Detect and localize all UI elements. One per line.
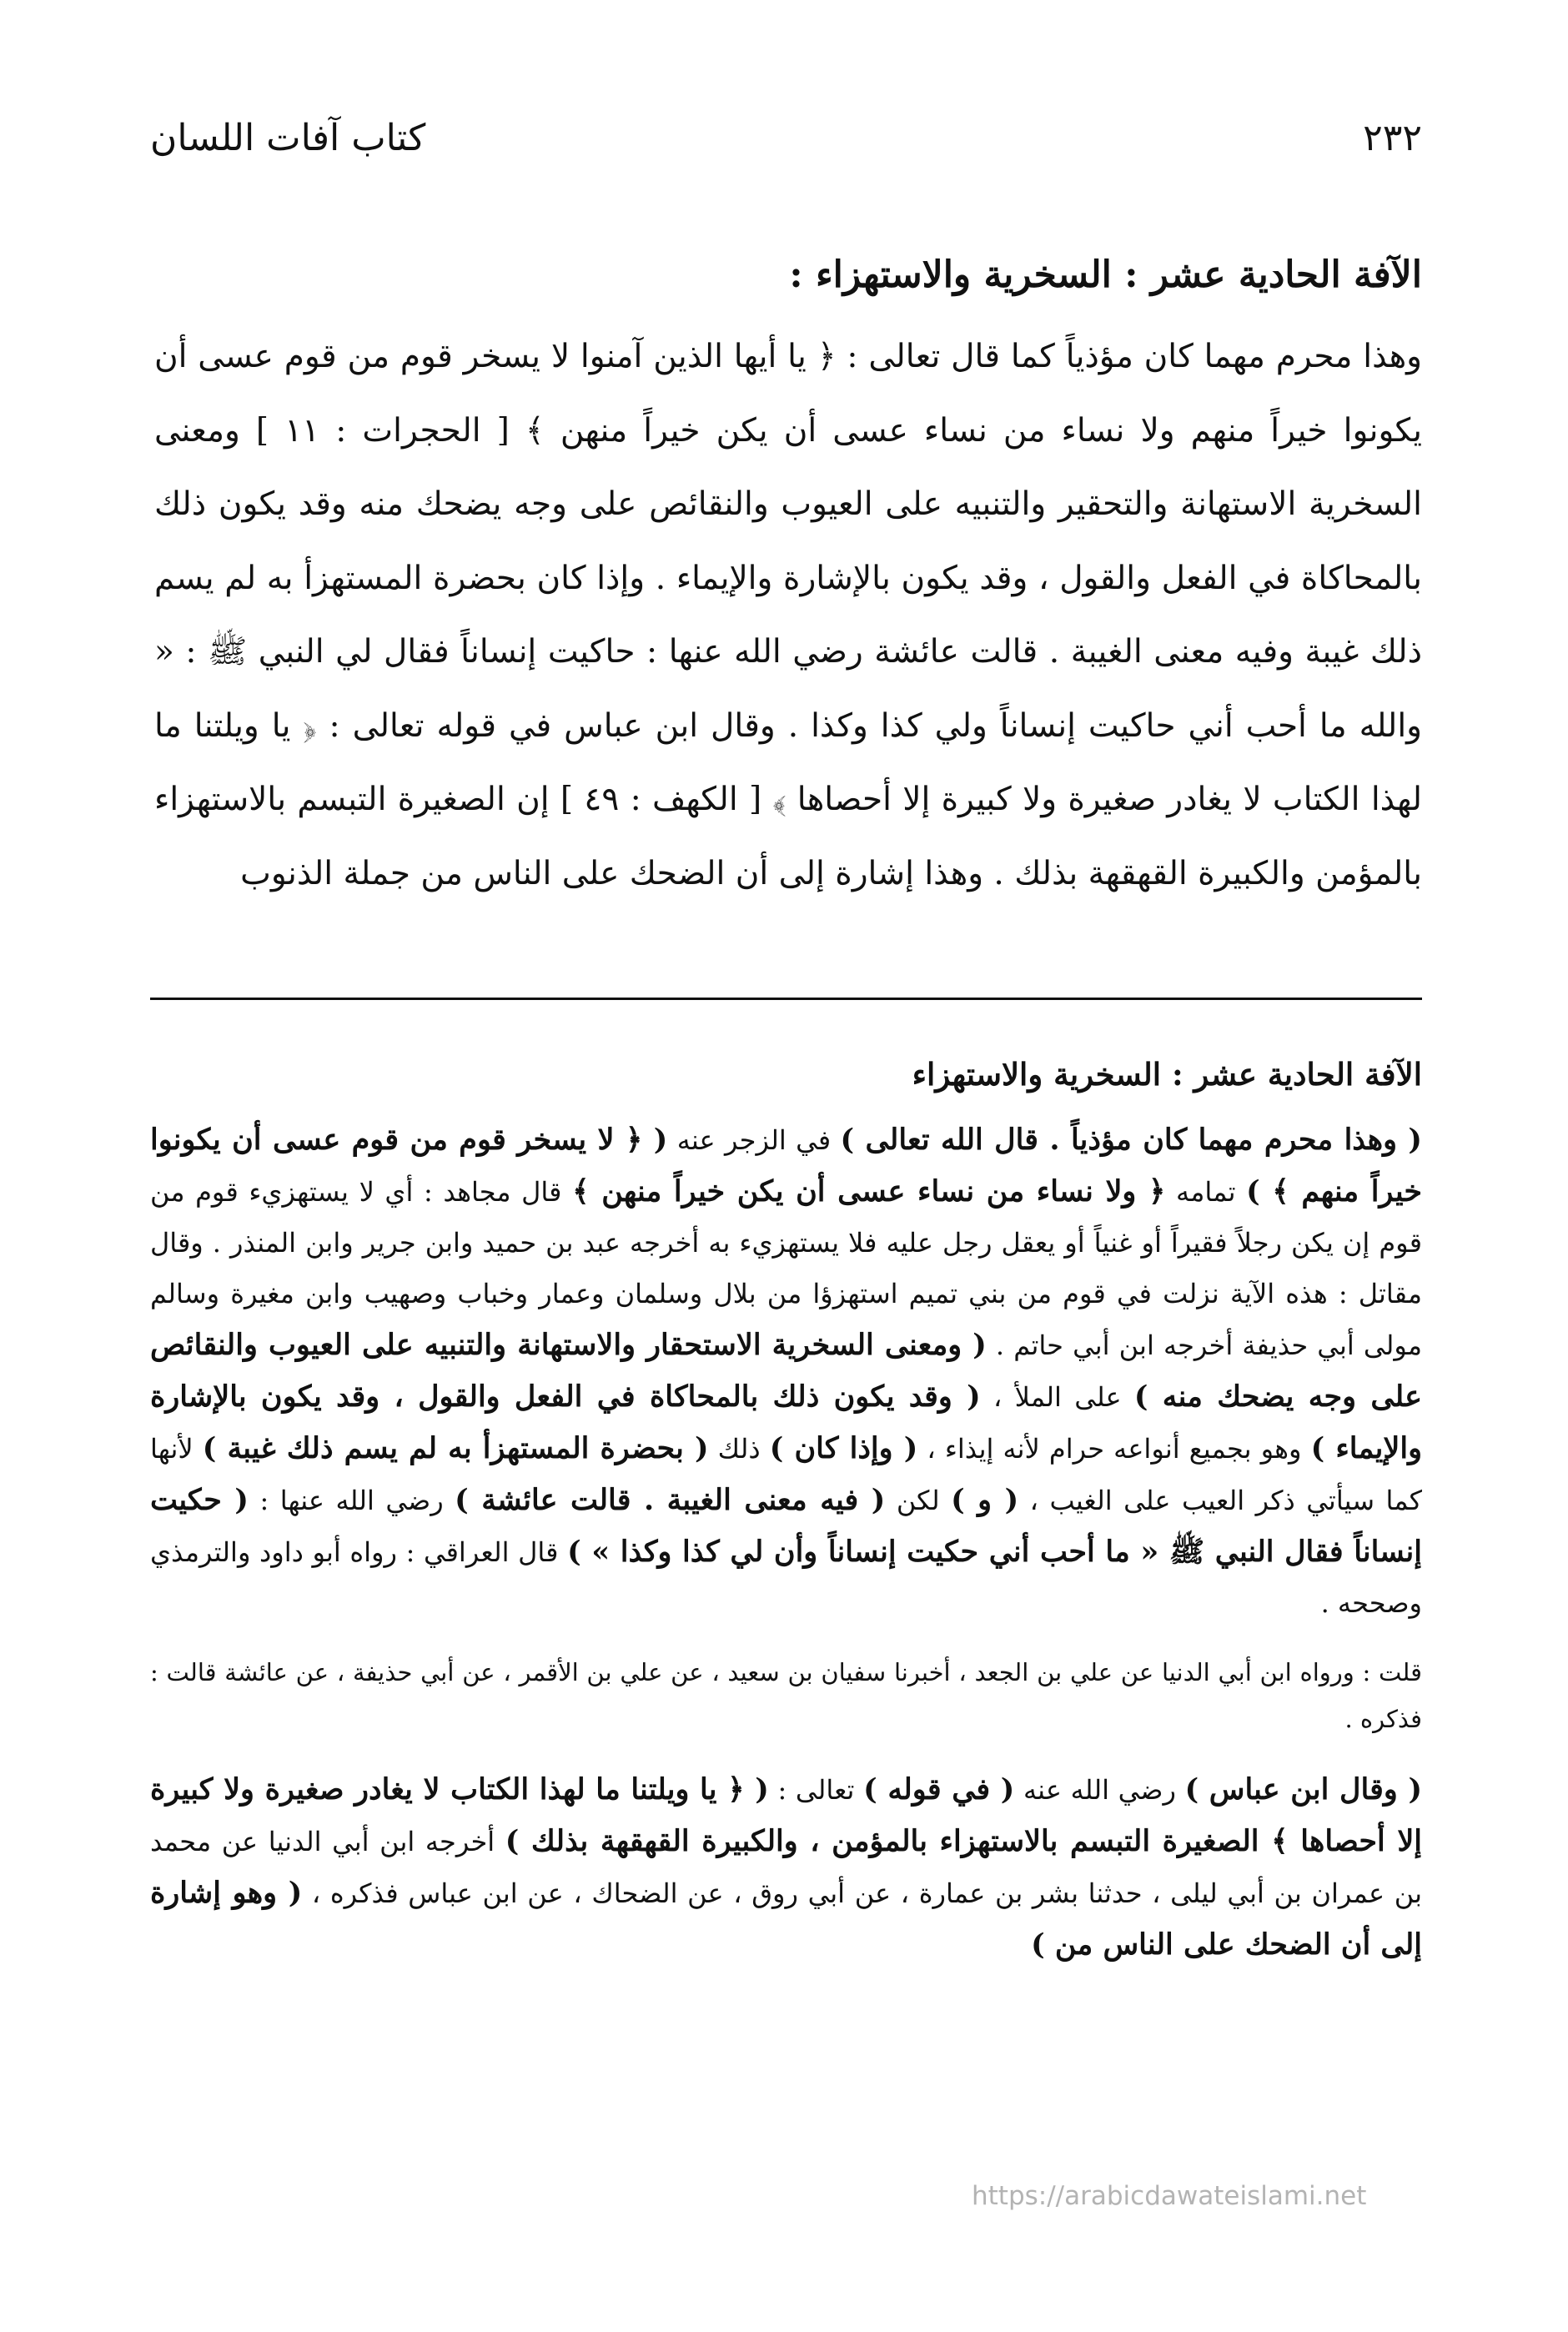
sharh-text: وهو بجميع أنواعه حرام لأنه إيذاء ، — [917, 1433, 1311, 1465]
matn-quote: ( بحضرة المستهزأ به لم يسم ذلك غيبة ) — [202, 1431, 709, 1465]
matn-quote: ( ﴿ لا يسخر قوم من قوم عسى أن يكونوا خيراً منهم ﴾ ) — [150, 1123, 1423, 1209]
main-text — [154, 242, 1422, 911]
matn-quote: ( وإذا كان ) — [769, 1431, 918, 1465]
sharh-text: تمامه — [1165, 1176, 1247, 1208]
commentary-heading: الآفة الحادية عشر : السخرية والاستهزاء — [912, 1056, 1422, 1093]
matn-quote: ( و ) — [951, 1483, 1019, 1517]
book-title: كتاب آفات اللسان — [150, 117, 426, 159]
page-number: ٢٣٢ — [1363, 117, 1422, 159]
sharh-text: قال العراقي : رواه أبو داود والترمذي وصححه . — [150, 1536, 1422, 1619]
sharh-text: ذلك — [708, 1433, 770, 1465]
main-paragraph: وهذا محرم مهما كان مؤذياً كما قال تعالى : ﴿ يا أيها الذين آمنوا لا يسخر قوم من قوم عسى أن يكونوا خيراً منهم ولا نساء من نساء عسى أن يكن خيراً منهن ﴾ [ الحجرات : ١١ ] ومعنى السخرية الاستهانة والتحقير والتنبيه على العيوب والنقائص على وجه يضحك منه وقد يكون ذلك بالمحاكاة في الفعل والقول ، وقد يكون بالإشارة والإيماء . وإذا كان بحضرة المستهزأ به لم يسم ذلك غيبة وفيه معنى الغيبة . قالت عائشة رضي الله عنها : حاكيت إنساناً فقال لي النبي ﷺ : « والله ما أحب أني حاكيت إنساناً ولي كذا وكذا . وقال ابن عباس في قوله تعالى : ﴿ يا ويلتنا ما لهذا الكتاب لا يغادر صغيرة ولا كبيرة إلا أحصاها ﴾ [ الكهف : ٤٩ ] إن الصغيرة التبسم بالاستهزاء بالمؤمن والكبيرة القهقهة بذلك . وهذا إشارة إلى أن الضحك على الناس من جملة الذنوب — [154, 338, 1423, 892]
matn-quote: ( وقال ابن عباس ) — [1184, 1772, 1423, 1807]
matn-quote: ( وهو إشارة إلى أن الضحك على الناس من ) — [150, 1876, 1422, 1962]
matn-quote: ( ﴿ يا ويلتنا ما لهذا الكتاب لا يغادر صغيرة ولا كبيرة إلا أحصاها ﴾ الصغيرة التبسم بالاستهزاء بالمؤمن ، والكبيرة القهقهة بذلك ) — [150, 1772, 1423, 1858]
sharh-text: لكن — [885, 1485, 952, 1516]
main-heading: الآفة الحادية عشر : السخرية والاستهزاء : — [789, 254, 1422, 296]
sharh-text: قال مجاهد : أي لا يستهزيء قوم من قوم إن يكن رجلاً فقيراً أو غنياً أو يعقل رجل عليه فلا يستهزيء به أخرجه عبد بن حميد وابن جرير وابن المنذر . وقال مقاتل : هذه الآية نزلت في قوم من بني تميم استهزؤا من بلال وسلمان وعمار وخباب وصهيب وابن مغيرة وسالم مولى أبي حذيفة أخرجه ابن أبي حاتم . — [150, 1176, 1423, 1361]
sharh-text: تعالى : — [768, 1774, 864, 1806]
separator-rule — [150, 998, 1422, 1000]
commentary-paragraph-1 — [150, 1114, 1422, 1629]
matn-quote: ( في قوله ) — [863, 1772, 1015, 1807]
sharh-text: أخرجه ابن أبي الدنيا عن محمد بن عمران بن أبي ليلى ، حدثنا بشر بن عمارة ، عن أبي روق ، عن الضحاك ، عن ابن عباس فذكره ، — [150, 1826, 1422, 1909]
sharh-text: رضي الله عنه — [1014, 1774, 1185, 1806]
sharh-text: لأنها كما سيأتي ذكر العيب على الغيب ، — [150, 1433, 1423, 1516]
watermark-url: https://arabicdawateislami.net — [972, 2181, 1367, 2211]
matn-quote: ( وهذا محرم مهما كان مؤذياً . قال الله تعالى ) — [840, 1123, 1422, 1157]
matn-quote: ( فيه معنى الغيبة . قالت عائشة ) — [455, 1483, 886, 1517]
matn-quote: ﴿ ولا نساء من نساء عسى أن يكن خيراً منهن ﴾ — [572, 1174, 1166, 1209]
matn-quote: ( ومعنى السخرية الاستحقار والاستهانة والتنبيه على العيوب والنقائص على وجه يضحك منه ) — [150, 1328, 1422, 1414]
sharh-text: في الزجر عنه — [667, 1124, 841, 1156]
commentary-section — [150, 1051, 1422, 1991]
page-header — [150, 117, 1422, 175]
matn-quote: ( وقد يكون ذلك بالمحاكاة في الفعل والقول ، وقد يكون بالإشارة والإيماء ) — [150, 1380, 1423, 1465]
sharh-text: على الملأ ، — [980, 1381, 1134, 1413]
commentary-note: قلت : ورواه ابن أبي الدنيا عن علي بن الجعد ، أخبرنا سفيان بن سعيد ، عن علي بن الأقمر ، عن أبي حذيفة ، عن عائشة قالت : فذكره . — [150, 1658, 1422, 1733]
sharh-text: رضي الله عنها : — [248, 1485, 455, 1516]
matn-quote: ( حكيت إنساناً فقال النبي ﷺ « ما أحب أني حكيت إنساناً وأن لي كذا وكذا » ) — [150, 1483, 1423, 1569]
commentary-paragraph-2 — [150, 1764, 1422, 1971]
